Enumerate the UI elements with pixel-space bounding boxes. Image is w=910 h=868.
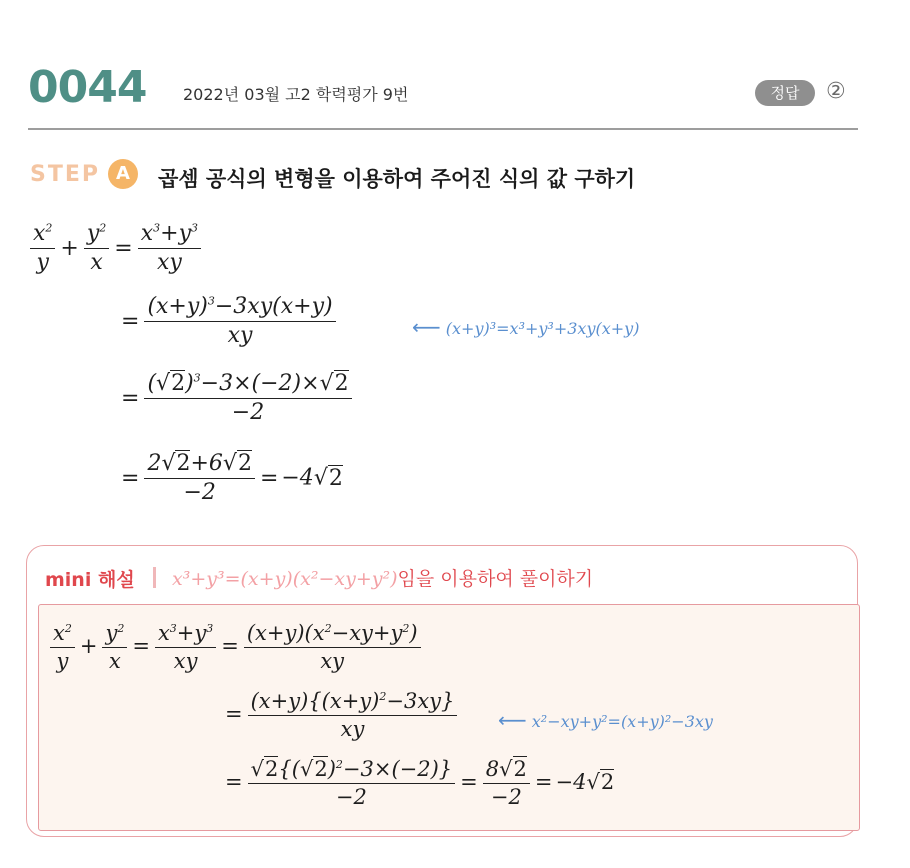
step-label: STEP	[30, 162, 101, 187]
answer-badge: 정답	[755, 80, 815, 106]
step-badge: A	[108, 159, 138, 189]
problem-source: 2022년 03월 고2 학력평가 9번	[183, 85, 409, 104]
mini-line-3: = $\frac{√2\{(√2)^2-3\times(-2)\}}{-2}$ = $\frac{8√2}{-2}$ = −4√2	[225, 757, 615, 810]
note-row-1	[412, 315, 639, 339]
mini-line-1: $\frac{x^2}{y}$ + $\frac{y^2}{x}$ = $\frac{x^3+y^3}{xy}$ = $\frac{(x+y)(x^2-xy+y^2)}{xy}$	[48, 622, 423, 673]
mini-description	[172, 564, 593, 591]
step-title: 곱셈 공식의 변형을 이용하여 주어진 식의 값 구하기	[158, 167, 636, 191]
mini-formula-note: x²−xy+y²=(x+y)²−3xy	[531, 712, 713, 731]
solution-line-2: = $\frac{(x+y)^3-3xy(x+y)}{xy}$	[118, 295, 338, 348]
left-arrow-icon: ⟵	[498, 708, 527, 732]
left-arrow-icon: ⟵	[412, 315, 441, 339]
formula-note: (x+y)³=x³+y³+3xy(x+y)	[445, 319, 640, 338]
mini-line-2: = $\frac{(x+y)\{(x+y)^2-3xy\}}{xy}$	[222, 690, 459, 741]
mini-suffix: 임을 이용하여 풀이하기	[397, 568, 594, 590]
mini-divider	[153, 567, 156, 588]
mini-label: mini 해설	[45, 569, 135, 591]
solution-line-1: $\frac{x^2}{y}$ + $\frac{y^2}{x}$ = $\frac{x^3+y^3}{xy}$	[28, 222, 203, 275]
mini-formula: x³+y³=(x+y)(x²−xy+y²)	[172, 568, 398, 590]
header-divider	[28, 128, 858, 130]
solution-line-3: = $\frac{(√2)^3-3\times(-2)\times√2}{-2}$	[118, 372, 354, 425]
problem-number: 0044	[28, 62, 147, 113]
solution-line-4: = $\frac{2√2+6√2}{-2}$ = −4√2	[121, 451, 343, 506]
answer-value: ②	[826, 79, 846, 104]
mini-note-row	[498, 708, 713, 732]
